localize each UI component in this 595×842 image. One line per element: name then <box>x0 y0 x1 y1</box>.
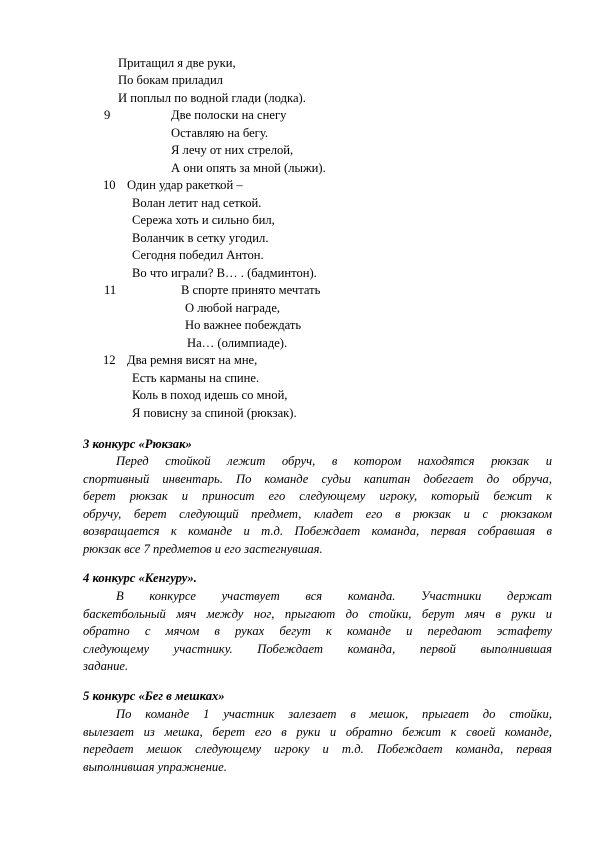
poem-line: Во что играли? В… . (бадминтон). <box>132 266 317 280</box>
paragraph-line: задание. <box>83 659 129 674</box>
riddle-number: 10 <box>103 178 116 192</box>
poem-line: Коль в поход идешь со мной, <box>132 388 288 402</box>
paragraph-line: обручу, берет следующий предмет, кладет его в рюкзак и с рюкзаком <box>83 506 552 521</box>
poem-line: Притащил я две руки, <box>118 56 236 70</box>
section-heading: 3 конкурс «Рюкзак» <box>83 437 192 451</box>
paragraph-line: Перед стойкой лежит обруч, в котором находятся рюкзак и <box>116 454 552 468</box>
riddle-number: 12 <box>103 353 116 367</box>
section-heading: 5 конкурс «Бег в мешках» <box>83 689 225 703</box>
poem-line: А они опять за мной (лыжи). <box>171 161 326 175</box>
paragraph-line: передает мешок следующему игроку и т.д. Побеждает команда, первая <box>83 742 552 757</box>
poem-line: Есть карманы на спине. <box>132 371 260 385</box>
poem-line: И поплыл по водной глади (лодка). <box>118 91 306 105</box>
poem-line: О любой награде, <box>185 301 281 315</box>
poem-line: Волан летит над сеткой. <box>132 196 262 210</box>
paragraph-line: спортивный инвентарь. По команде судьи капитан добегает до обруча, <box>83 471 552 486</box>
riddle-number: 9 <box>104 108 111 122</box>
poem-line: Я повисну за спиной (рюкзак). <box>132 406 297 420</box>
paragraph-line: берет рюкзак и приносит его следующему игроку, который бежит к <box>83 489 552 504</box>
poem-line: Оставляю на бегу. <box>171 126 269 140</box>
poem-line: На… (олимпиаде). <box>187 336 288 350</box>
paragraph-line: рюкзак все 7 предметов и его застегнувшая. <box>83 541 323 556</box>
poem-line: Сегодня победил Антон. <box>132 248 264 262</box>
section-paragraph <box>83 588 552 676</box>
poem-line: Но важнее побеждать <box>185 318 302 332</box>
paragraph-line: По команде 1 участник залезает в мешок, прыгает до стойки, <box>116 707 552 721</box>
paragraph-line: возвращается к команде и т.д. Побеждает команда, первая собравшая в <box>83 524 552 539</box>
poem-line: В спорте принято мечтать <box>181 283 321 297</box>
section-paragraph <box>83 706 552 776</box>
poem-line: По бокам приладил <box>118 73 223 87</box>
poem-line: Сережа хоть и сильно бил, <box>132 213 275 227</box>
paragraph-line: В конкурсе участвует вся команда. Участники держат <box>116 589 552 603</box>
poem-line: Два ремня висят на мне, <box>127 353 258 367</box>
paragraph-line: следующему участнику. Побеждает команда, первой выполнившая <box>83 641 552 656</box>
riddle-number: 11 <box>104 283 117 297</box>
poem-line: Один удар ракеткой – <box>127 178 243 192</box>
section-paragraph <box>83 453 552 559</box>
paragraph-line: вылезает из мешка, берет его в руки и обратно бежит к своей команде, <box>83 724 552 739</box>
poem-line: Я лечу от них стрелой, <box>171 143 294 157</box>
paragraph-line: баскетбольный мяч между ног, прыгают до стойки, берут мяч в руки и <box>83 606 552 621</box>
paragraph-line: обратно с мячом в руках бегут к команде и передают эстафету <box>83 624 552 639</box>
poem-line: Воланчик в сетку угодил. <box>132 231 269 245</box>
poem-line: Две полоски на снегу <box>171 108 287 122</box>
section-heading: 4 конкурс «Кенгуру». <box>83 571 197 585</box>
paragraph-line: выполнившая упражнение. <box>83 759 227 774</box>
